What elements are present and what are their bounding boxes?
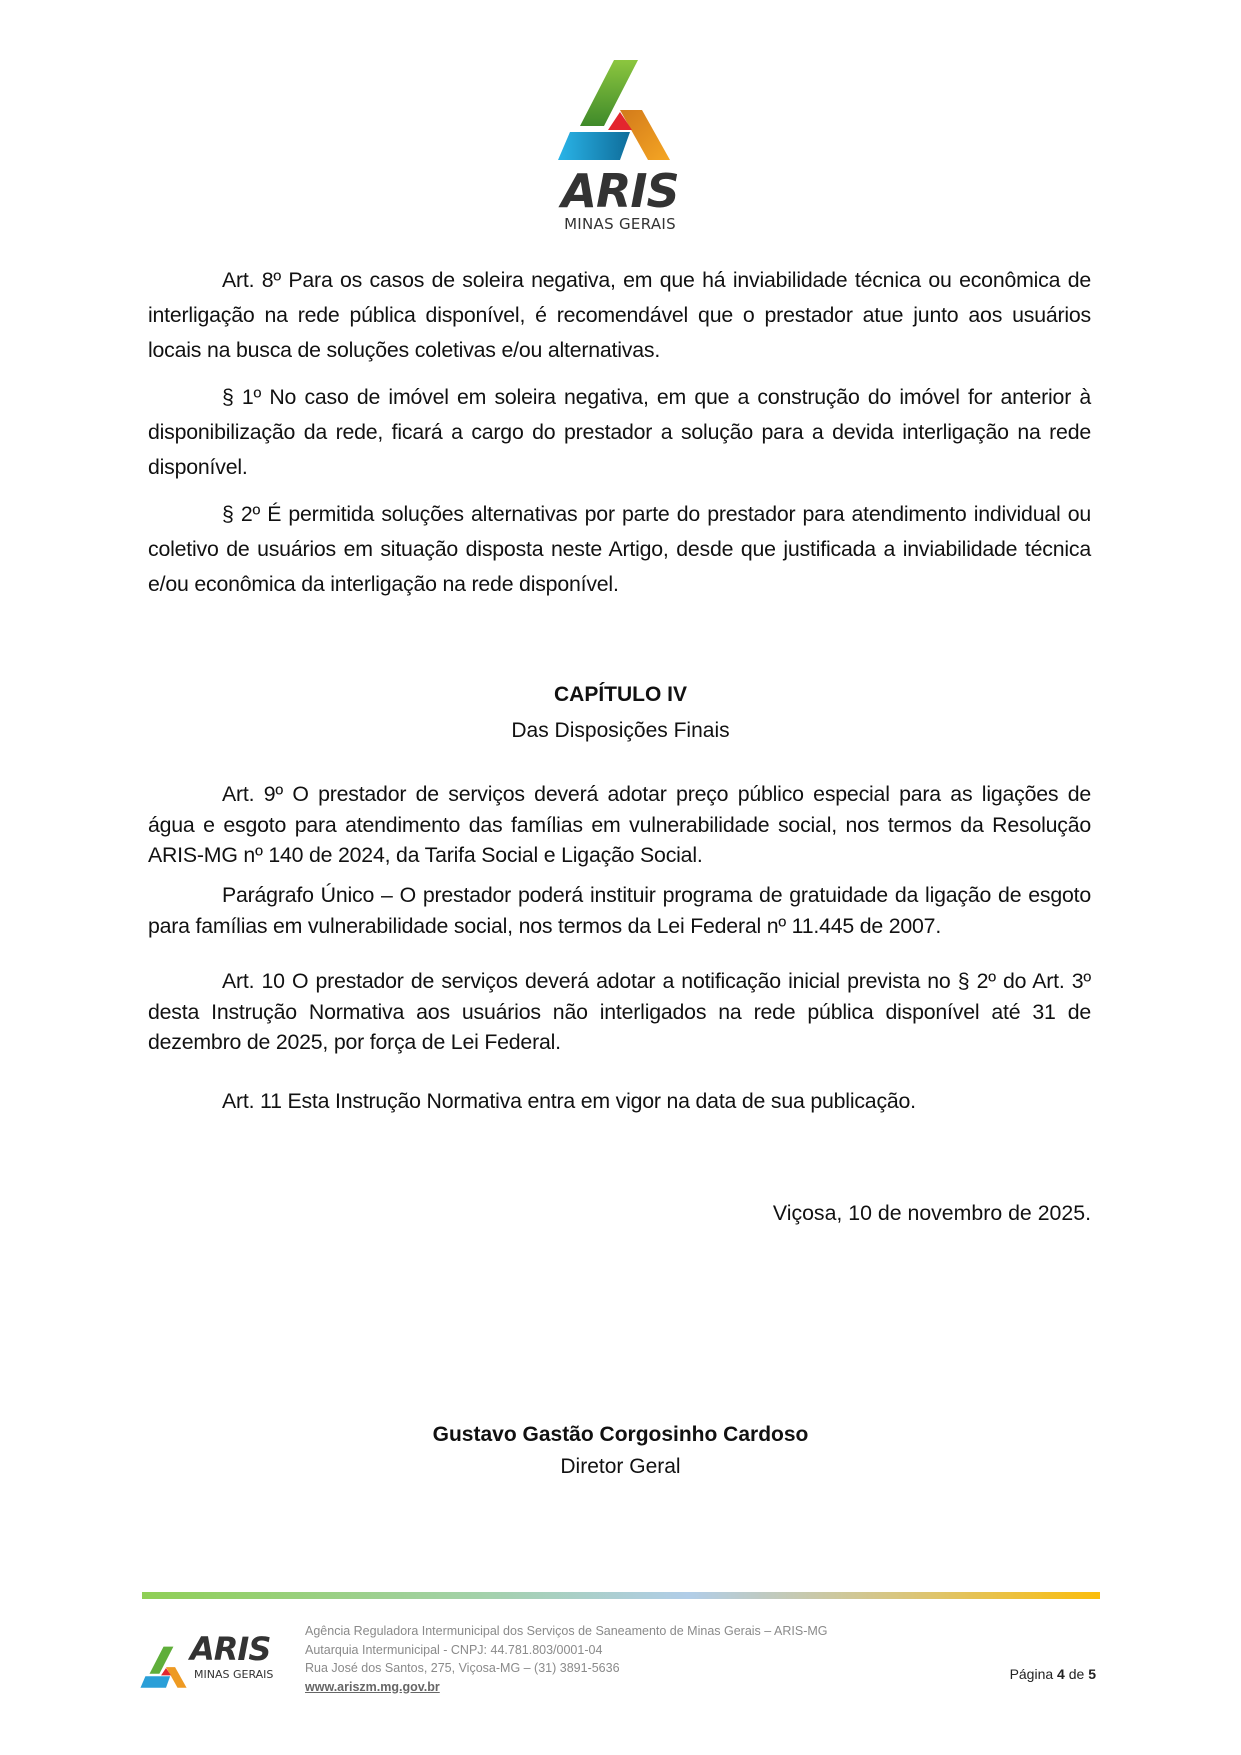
- blue-shape: [558, 132, 630, 160]
- footer-gradient-divider: [142, 1592, 1100, 1599]
- article-8-paragraph-1: [148, 380, 1091, 485]
- article-11-text: Art. 11 Esta Instrução Normativa entra em vigor na data de sua publicação.: [222, 1089, 916, 1113]
- date-location: Viçosa, 10 de novembro de 2025.: [772, 1201, 1091, 1225]
- chapter-subtitle: Das Disposições Finais: [511, 719, 730, 742]
- article-10-text: Art. 10 O prestador de serviços deverá adotar a notificação inicial prevista no § 2º do Art. 3º desta Instrução Normativa aos usuários não interligados na rede pública disponível até 31 de dezembro de 2025, por força de Lei Federal.: [148, 969, 1091, 1054]
- article-10: [148, 966, 1091, 1058]
- footer-logo-subtitle: MINAS GERAIS: [194, 1668, 274, 1681]
- aris-triangle-emblem-icon: [552, 56, 688, 168]
- article-11: [148, 1086, 1091, 1117]
- page-number: [1010, 1665, 1096, 1683]
- article-9: [148, 779, 1091, 871]
- logo-wordmark: ARIS: [561, 164, 679, 218]
- signatory-name: Gustavo Gastão Corgosinho Cardoso: [432, 1423, 809, 1446]
- aris-triangle-emblem-small-icon: [138, 1640, 194, 1696]
- signatory-role: Diretor Geral: [560, 1455, 681, 1478]
- page-of: de: [1068, 1666, 1085, 1682]
- page-label: Página: [1009, 1666, 1054, 1682]
- article-8-paragraph-2-text: § 2º É permitida soluções alternativas por parte do prestador para atendimento individual ou coletivo de usuários em situação disposta neste Artigo, desde que justificada a inviabilidade técnica e/ou econômica da interligação na rede disponível.: [148, 502, 1091, 596]
- article-9-paragraph-unico: [148, 880, 1091, 941]
- footer-address: Rua José dos Santos, 275, Viçosa-MG – (31) 3891-5636: [305, 1661, 620, 1675]
- footer-logo-wordmark: ARIS: [190, 1630, 271, 1668]
- article-8-text: Art. 8º Para os casos de soleira negativa, em que há inviabilidade técnica ou econômica de interligação na rede pública disponível, é recomendável que o prestador atue junto aos usuários locais na busca de soluções coletivas e/ou alternativas.: [148, 268, 1091, 362]
- chapter-title: CAPÍTULO IV: [553, 683, 687, 706]
- footer-cnpj: Autarquia Intermunicipal - CNPJ: 44.781.803/0001-04: [305, 1642, 603, 1657]
- article-8: [148, 263, 1091, 368]
- article-9-paragraph-unico-text: Parágrafo Único – O prestador poderá instituir programa de gratuidade da ligação de esgoto para famílias em vulnerabilidade social, nos termos da Lei Federal nº 11.445 de 2007.: [148, 883, 1091, 938]
- footer-website-link[interactable]: www.ariszm.mg.gov.br: [305, 1679, 440, 1694]
- aris-logo-header: [552, 56, 688, 236]
- footer-agency-info: [305, 1622, 828, 1696]
- page-current: 4: [1057, 1666, 1065, 1682]
- page-total: 5: [1088, 1666, 1096, 1682]
- footer-agency-name: Agência Reguladora Intermunicipal dos Serviços de Saneamento de Minas Gerais – ARIS-MG: [305, 1624, 828, 1638]
- article-8-paragraph-1-text: § 1º No caso de imóvel em soleira negativa, em que a construção do imóvel for anterior à disponibilização da rede, ficará a cargo do prestador a solução para a devida interligação na rede disponível.: [148, 385, 1091, 479]
- article-9-text: Art. 9º O prestador de serviços deverá adotar preço público especial para as ligações de água e esgoto para atendimento das famílias em vulnerabilidade social, nos termos da Resolução ARIS-MG nº 140 de 2024, da Tarifa Social e Ligação Social.: [148, 782, 1091, 867]
- aris-logo-footer: [138, 1632, 288, 1688]
- article-8-paragraph-2: [148, 497, 1091, 602]
- logo-subtitle: MINAS GERAIS: [564, 215, 676, 233]
